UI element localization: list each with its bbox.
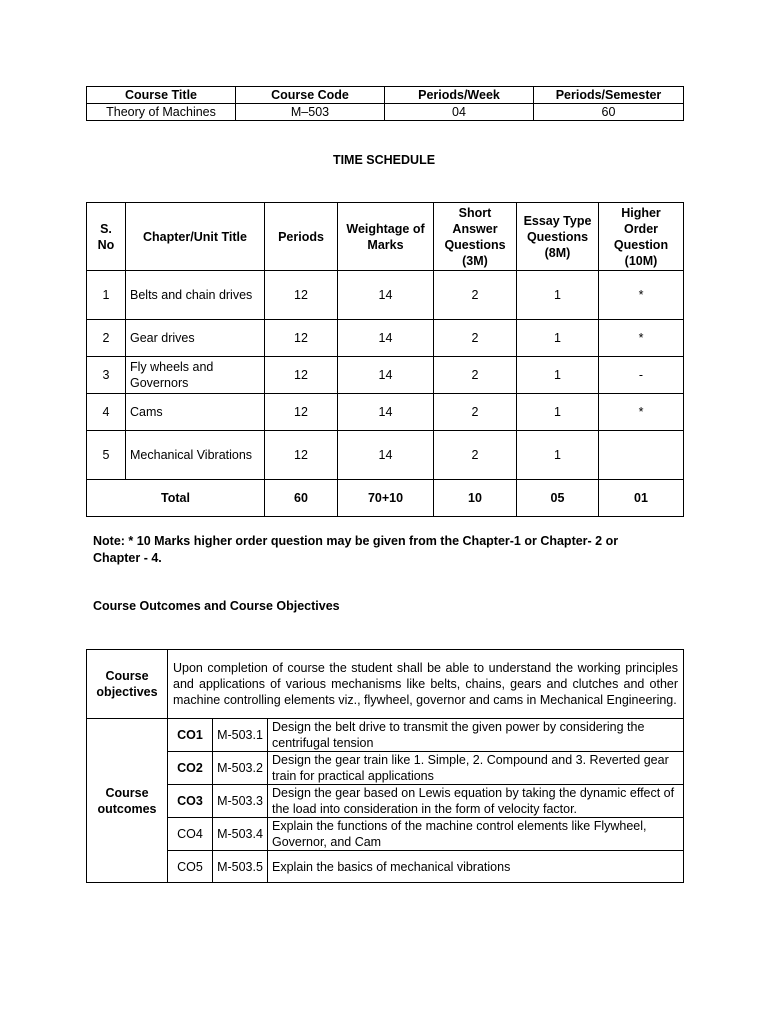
co-code: M-503.4	[213, 818, 268, 851]
total-higher: 01	[599, 480, 684, 517]
periods-cell: 12	[265, 394, 338, 431]
higher-cell: *	[599, 271, 684, 320]
chapter-cell: Mechanical Vibrations	[126, 431, 265, 480]
essay-cell: 1	[517, 394, 599, 431]
co-id: CO1	[168, 719, 213, 752]
co-code: M-503.2	[213, 752, 268, 785]
essay-cell: 1	[517, 357, 599, 394]
total-weightage: 70+10	[338, 480, 434, 517]
total-label: Total	[87, 480, 265, 517]
co-description: Explain the functions of the machine control elements like Flywheel, Governor, and Cam	[268, 818, 684, 851]
table-row	[87, 431, 684, 480]
short-cell: 2	[434, 357, 517, 394]
short-cell: 2	[434, 271, 517, 320]
objectives-row	[87, 650, 684, 719]
essay-cell: 1	[517, 431, 599, 480]
course-info-value-row	[87, 104, 684, 121]
chapter-cell: Cams	[126, 394, 265, 431]
periods-cell: 12	[265, 431, 338, 480]
course-info-table	[86, 86, 684, 121]
note-text: Note: * 10 Marks higher order question may be given from the Chapter-1 or Chapter- 2 or Chapter - 4.	[93, 534, 619, 565]
table-row	[87, 851, 684, 883]
co-description: Design the gear train like 1. Simple, 2. Compound and 3. Reverted gear train for practical applications	[268, 752, 684, 785]
essay-header: Essay Type Questions (8M)	[517, 203, 599, 271]
short-cell: 2	[434, 320, 517, 357]
sno-cell: 3	[87, 357, 126, 394]
co-description: Explain the basics of mechanical vibrations	[268, 851, 684, 883]
essay-cell: 1	[517, 271, 599, 320]
table-row	[87, 271, 684, 320]
chapter-cell: Fly wheels and Governors	[126, 357, 265, 394]
chapter-header: Chapter/Unit Title	[126, 203, 265, 271]
total-short: 10	[434, 480, 517, 517]
course-outcomes-table	[86, 649, 684, 883]
periods-cell: 12	[265, 320, 338, 357]
table-row	[87, 394, 684, 431]
chapter-cell: Gear drives	[126, 320, 265, 357]
course-info-header-row	[87, 87, 684, 104]
periods-week-value: 04	[385, 104, 534, 121]
co-description: Design the belt drive to transmit the given power by considering the centrifugal tension	[268, 719, 684, 752]
higher-cell: -	[599, 357, 684, 394]
course-title-header: Course Title	[87, 87, 236, 104]
weightage-cell: 14	[338, 357, 434, 394]
sno-cell: 1	[87, 271, 126, 320]
essay-cell: 1	[517, 320, 599, 357]
higher-cell	[599, 431, 684, 480]
table-row	[87, 785, 684, 818]
weightage-cell: 14	[338, 320, 434, 357]
co-code: M-503.1	[213, 719, 268, 752]
objectives-label: Course objectives	[87, 650, 168, 719]
table-row	[87, 719, 684, 752]
co-id: CO3	[168, 785, 213, 818]
periods-cell: 12	[265, 357, 338, 394]
weightage-cell: 14	[338, 271, 434, 320]
schedule-header-row	[87, 203, 684, 271]
course-title-value: Theory of Machines	[87, 104, 236, 121]
course-code-header: Course Code	[236, 87, 385, 104]
sno-header: S. No	[87, 203, 126, 271]
short-answer-header: Short Answer Questions (3M)	[434, 203, 517, 271]
short-cell: 2	[434, 394, 517, 431]
periods-week-header: Periods/Week	[385, 87, 534, 104]
time-schedule-table	[86, 202, 684, 517]
sno-cell: 5	[87, 431, 126, 480]
total-essay: 05	[517, 480, 599, 517]
periods-header: Periods	[265, 203, 338, 271]
table-row	[87, 357, 684, 394]
outcomes-heading: Course Outcomes and Course Objectives	[93, 599, 340, 613]
weightage-cell: 14	[338, 431, 434, 480]
weightage-header: Weightage of Marks	[338, 203, 434, 271]
higher-cell: *	[599, 320, 684, 357]
sno-cell: 2	[87, 320, 126, 357]
table-row	[87, 818, 684, 851]
weightage-cell: 14	[338, 394, 434, 431]
periods-cell: 12	[265, 271, 338, 320]
periods-semester-header: Periods/Semester	[534, 87, 684, 104]
co-id: CO4	[168, 818, 213, 851]
co-code: M-503.5	[213, 851, 268, 883]
total-periods: 60	[265, 480, 338, 517]
table-row	[87, 752, 684, 785]
table-row	[87, 320, 684, 357]
co-id: CO5	[168, 851, 213, 883]
short-cell: 2	[434, 431, 517, 480]
course-code-value: M–503	[236, 104, 385, 121]
periods-semester-value: 60	[534, 104, 684, 121]
chapter-cell: Belts and chain drives	[126, 271, 265, 320]
time-schedule-heading: TIME SCHEDULE	[332, 153, 436, 167]
co-id: CO2	[168, 752, 213, 785]
total-row	[87, 480, 684, 517]
objectives-text: Upon completion of course the student shall be able to understand the working principles and applications of various mechanisms like belts, chains, gears and clutches and other machine controlling elements viz., flywheel, governor and cams in Mechanical Engineering.	[168, 650, 684, 719]
higher-order-header: Higher Order Question (10M)	[599, 203, 684, 271]
co-code: M-503.3	[213, 785, 268, 818]
outcomes-label: Course outcomes	[87, 719, 168, 883]
co-description: Design the gear based on Lewis equation by taking the dynamic effect of the load into consideration in the form of velocity factor.	[268, 785, 684, 818]
sno-cell: 4	[87, 394, 126, 431]
higher-cell: *	[599, 394, 684, 431]
